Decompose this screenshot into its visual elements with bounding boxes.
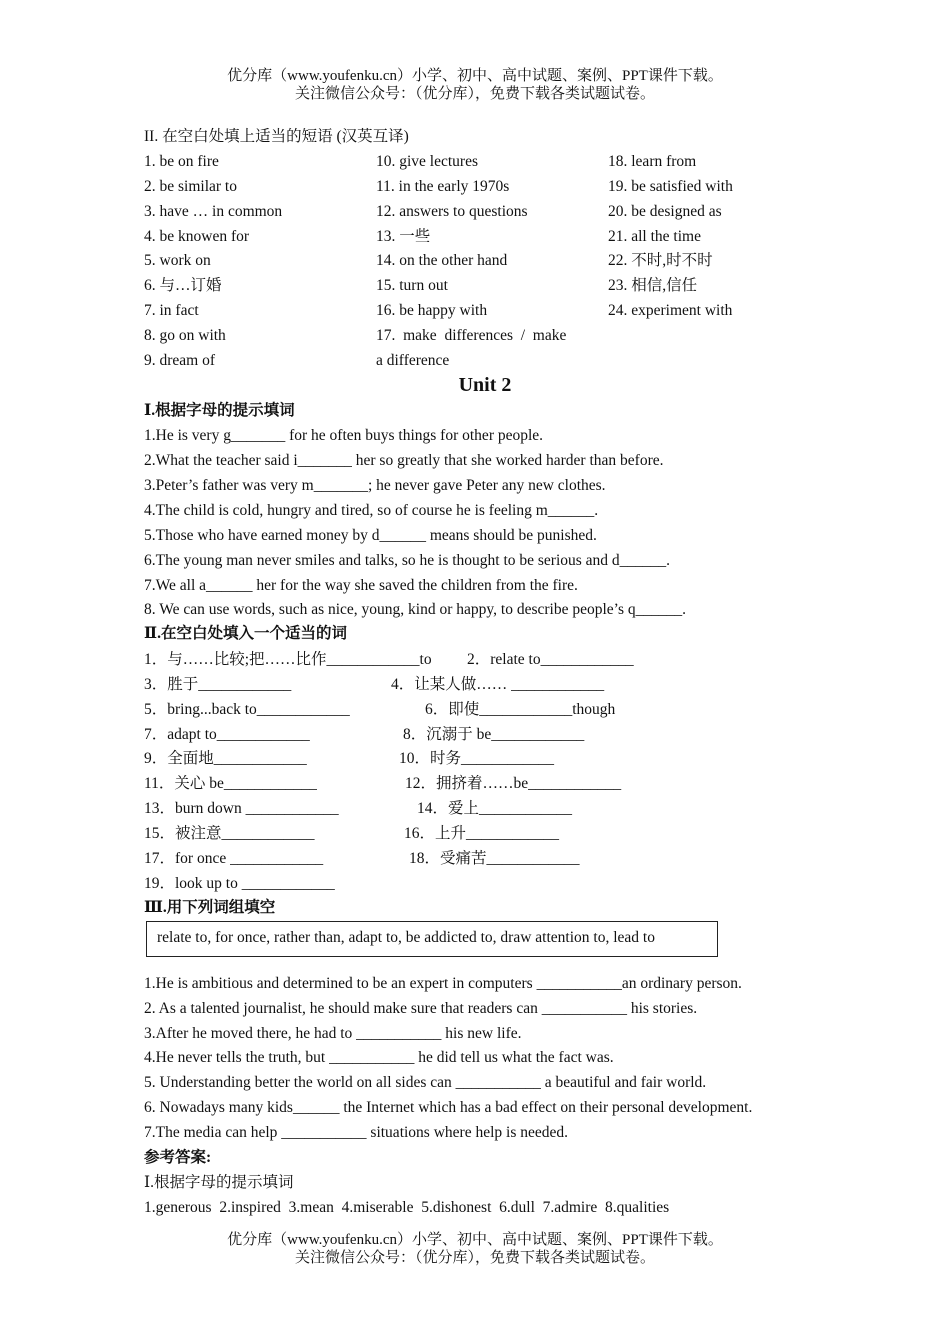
header-line-2: 关注微信公众号：（优分库），免费下载各类试题试卷。 [294,86,655,102]
part1-item: 4.The child is cold, hungry and tired, so of course he is feeling m______. [144,502,599,519]
part1-item: 6.The young man never smiles and talks, so he is thought to be serious and d______. [144,552,671,569]
phrase-item: 13. 一些 [376,228,431,245]
answers-line: 1.generous 2.inspired 3.mean 4.miserable 5.dishonest 6.dull 7.admire 8.qualities [144,1199,670,1216]
phrase-item: a difference [376,352,450,369]
phrase-item: 24. experiment with [608,302,733,319]
part2-item: 15．被注意____________ [144,825,315,842]
part2-item: 11．关心 be____________ [144,775,317,792]
phrase-item: 10. give lectures [376,153,479,170]
part2-item: 10．时务____________ [399,750,555,767]
part2-item: 8．沉溺于 be____________ [403,726,585,743]
phrase-item: 3. have … in common [144,203,283,220]
part2-item: 19．look up to ____________ [144,875,335,892]
word-bank-box [146,921,718,957]
part1-item: 1.He is very g_______ for he often buys things for other people. [144,427,544,444]
part2-item: 12．拥挤着……be____________ [405,775,622,792]
part2-item: 6．即使____________though [425,701,616,718]
phrase-item: 21. all the time [608,228,701,245]
phrase-item: 8. go on with [144,327,226,344]
part3-item: 7.The media can help ___________ situations where help is needed. [144,1124,568,1141]
phrases-section-title: II. 在空白处填上适当的短语 (汉英互译) [144,128,409,145]
part3-item: 5. Understanding better the world on all sides can ___________ a beautiful and fair world. [144,1074,707,1091]
part2-item: 5．bring...back to____________ [144,701,350,718]
phrase-item: 22. 不时,时不时 [608,252,713,269]
phrase-item: 17. make differences / make [376,327,567,344]
part2-item: 17．for once ____________ [144,850,324,867]
footer-line-1: 优分库（www.youfenku.cn）小学、初中、高中试题、案例、PPT课件下载。 [227,1232,723,1248]
part2-item: 2．relate to____________ [467,651,634,668]
part1-item: 5.Those who have earned money by d______ means should be punished. [144,527,597,544]
header-line-1: 优分库（www.youfenku.cn）小学、初中、高中试题、案例、PPT课件下载。 [227,68,723,84]
part3-item: 3.After he moved there, he had to ___________ his new life. [144,1025,522,1042]
phrase-item: 7. in fact [144,302,199,319]
footer-line-2: 关注微信公众号：（优分库），免费下载各类试题试卷。 [294,1250,655,1266]
phrase-item: 19. be satisfied with [608,178,733,195]
phrase-item: 12. answers to questions [376,203,528,220]
part1-item: 8. We can use words, such as nice, young, kind or happy, to describe people’s q______. [144,601,687,618]
phrase-item: 5. work on [144,252,211,269]
phrase-item: 6. 与…订婚 [144,277,222,294]
part2-item: 18．受痛苦____________ [409,850,580,867]
part3-item: 2. As a talented journalist, he should make sure that readers can ___________ his stories. [144,1000,698,1017]
phrase-item: 14. on the other hand [376,252,508,269]
part2-item: 14．爱上____________ [417,800,573,817]
answers-subtitle: Ⅰ.根据字母的提示填词 [144,1174,294,1191]
part2-item: 4．让某人做…… ____________ [391,676,605,693]
part2-title: Ⅱ.在空白处填入一个适当的词 [144,625,347,642]
phrase-item: 2. be similar to [144,178,237,195]
part3-item: 1.He is ambitious and determined to be an expert in computers ___________an ordinary person. [144,975,742,992]
phrase-item: 4. be knowen for [144,228,250,245]
phrase-item: 15. turn out [376,277,448,294]
part1-item: 7.We all a______ her for the way she saved the children from the fire. [144,577,578,594]
part2-item: 13．burn down ____________ [144,800,339,817]
answers-title: 参考答案: [144,1149,212,1166]
phrase-item: 11. in the early 1970s [376,178,510,195]
part2-item: 7．adapt to____________ [144,726,310,743]
part1-title: Ⅰ.根据字母的提示填词 [144,402,295,419]
part1-item: 3.Peter’s father was very m_______; he never gave Peter any new clothes. [144,477,606,494]
phrase-item: 16. be happy with [376,302,488,319]
phrase-item: 18. learn from [608,153,697,170]
phrase-item: 9. dream of [144,352,216,369]
part2-item: 3．胜于____________ [144,676,292,693]
phrase-item: 23. 相信,信任 [608,277,698,294]
part2-item: 16．上升____________ [404,825,560,842]
part2-item: 9．全面地____________ [144,750,307,767]
unit-title: Unit 2 [458,374,512,396]
part2-item: 1．与……比较;把……比作____________to [144,651,432,668]
part3-item: 4.He never tells the truth, but ___________ he did tell us what the fact was. [144,1049,614,1066]
part1-item: 2.What the teacher said i_______ her so greatly that she worked harder than before. [144,452,664,469]
phrase-item: 20. be designed as [608,203,722,220]
part3-item: 6. Nowadays many kids______ the Internet which has a bad effect on their personal development. [144,1099,753,1116]
part3-title: Ⅲ.用下列词组填空 [144,899,276,916]
word-bank-text: relate to, for once, rather than, adapt to, be addicted to, draw attention to, lead to [157,929,655,946]
phrase-item: 1. be on fire [144,153,219,170]
